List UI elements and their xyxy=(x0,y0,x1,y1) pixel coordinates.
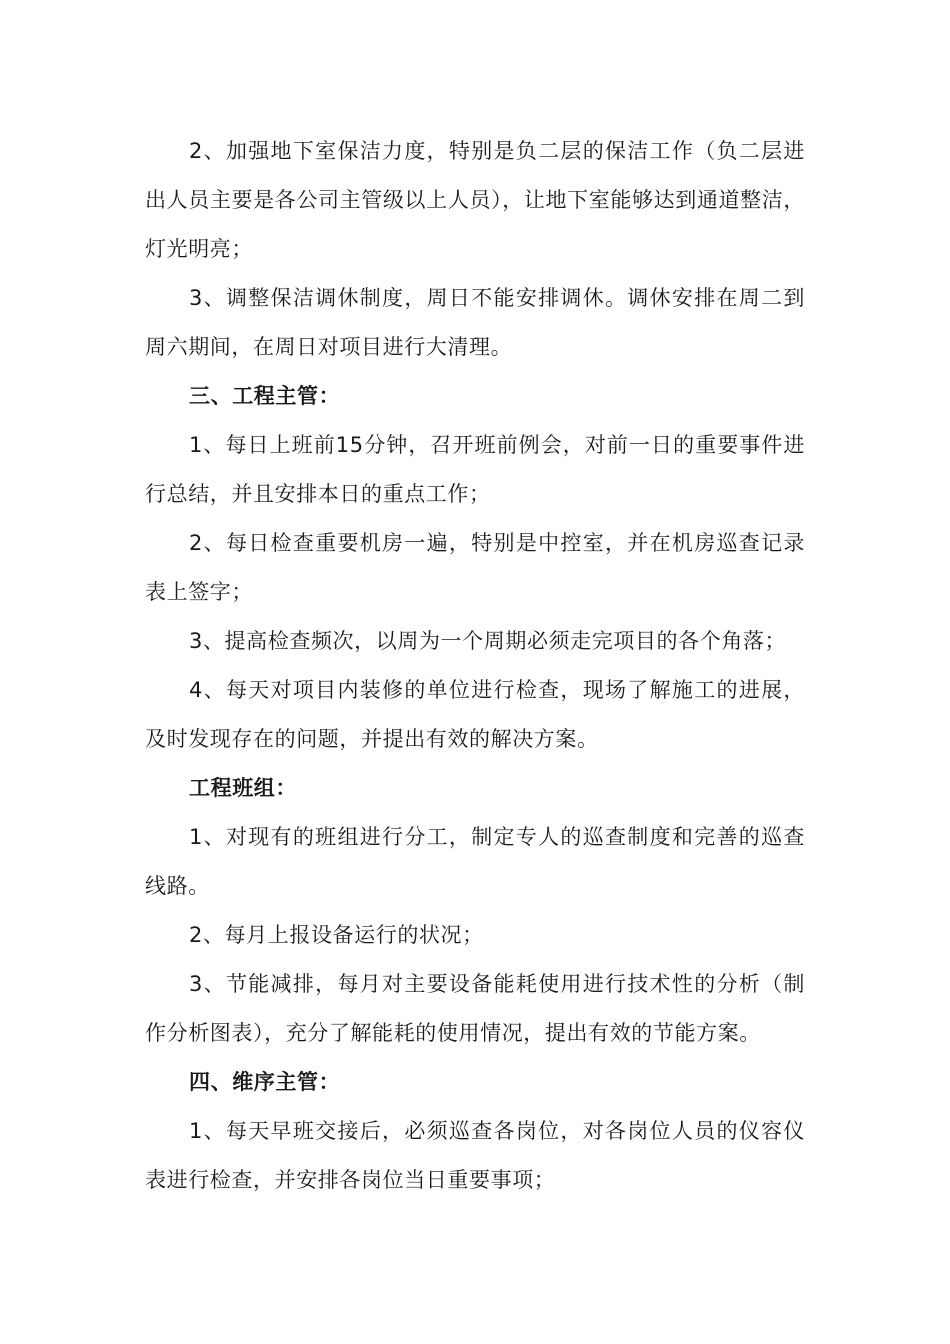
section-heading-engineering-team: 工程班组： xyxy=(189,776,297,800)
section-heading-order-supervisor: 四、维序主管： xyxy=(189,1070,341,1094)
paragraph-cleaning-basement: 2、加强地下室保洁力度，特别是负二层的保洁工作（负二层进出人员主要是各公司主管级以上人员），让地下室能够达到通道整洁，灯光明亮； xyxy=(145,139,805,261)
paragraph-team-division-of-work: 1、对现有的班组进行分工，制定专人的巡查制度和完善的巡查线路。 xyxy=(145,825,805,898)
section-heading-engineering-supervisor: 三、工程主管： xyxy=(189,384,341,408)
paragraph-order-morning-patrol: 1、每天早班交接后，必须巡查各岗位，对各岗位人员的仪容仪表进行检查，并安排各岗位当日重要事项； xyxy=(145,1119,805,1192)
paragraph-cleaning-rest-schedule: 3、调整保洁调休制度，周日不能安排调休。调休安排在周二到周六期间，在周日对项目进行大清理。 xyxy=(145,286,805,359)
paragraph-engineering-inspection-frequency: 3、提高检查频次，以周为一个周期必须走完项目的各个角落； xyxy=(189,629,787,653)
paragraph-engineering-renovation-check: 4、每天对项目内装修的单位进行检查，现场了解施工的进展，及时发现存在的问题，并提出有效的解决方案。 xyxy=(145,678,805,751)
paragraph-team-energy-saving: 3、节能减排，每月对主要设备能耗使用进行技术性的分析（制作分析图表），充分了解能耗的使用情况，提出有效的节能方案。 xyxy=(145,972,805,1045)
paragraph-team-monthly-report: 2、每月上报设备运行的状况； xyxy=(189,923,484,947)
paragraph-engineering-machine-room-check: 2、每日检查重要机房一遍，特别是中控室，并在机房巡查记录表上签字； xyxy=(145,531,805,604)
paragraph-engineering-daily-meeting: 1、每日上班前15分钟，召开班前例会，对前一日的重要事件进行总结，并且安排本日的重点工作； xyxy=(145,433,805,506)
document-page xyxy=(145,127,805,1205)
